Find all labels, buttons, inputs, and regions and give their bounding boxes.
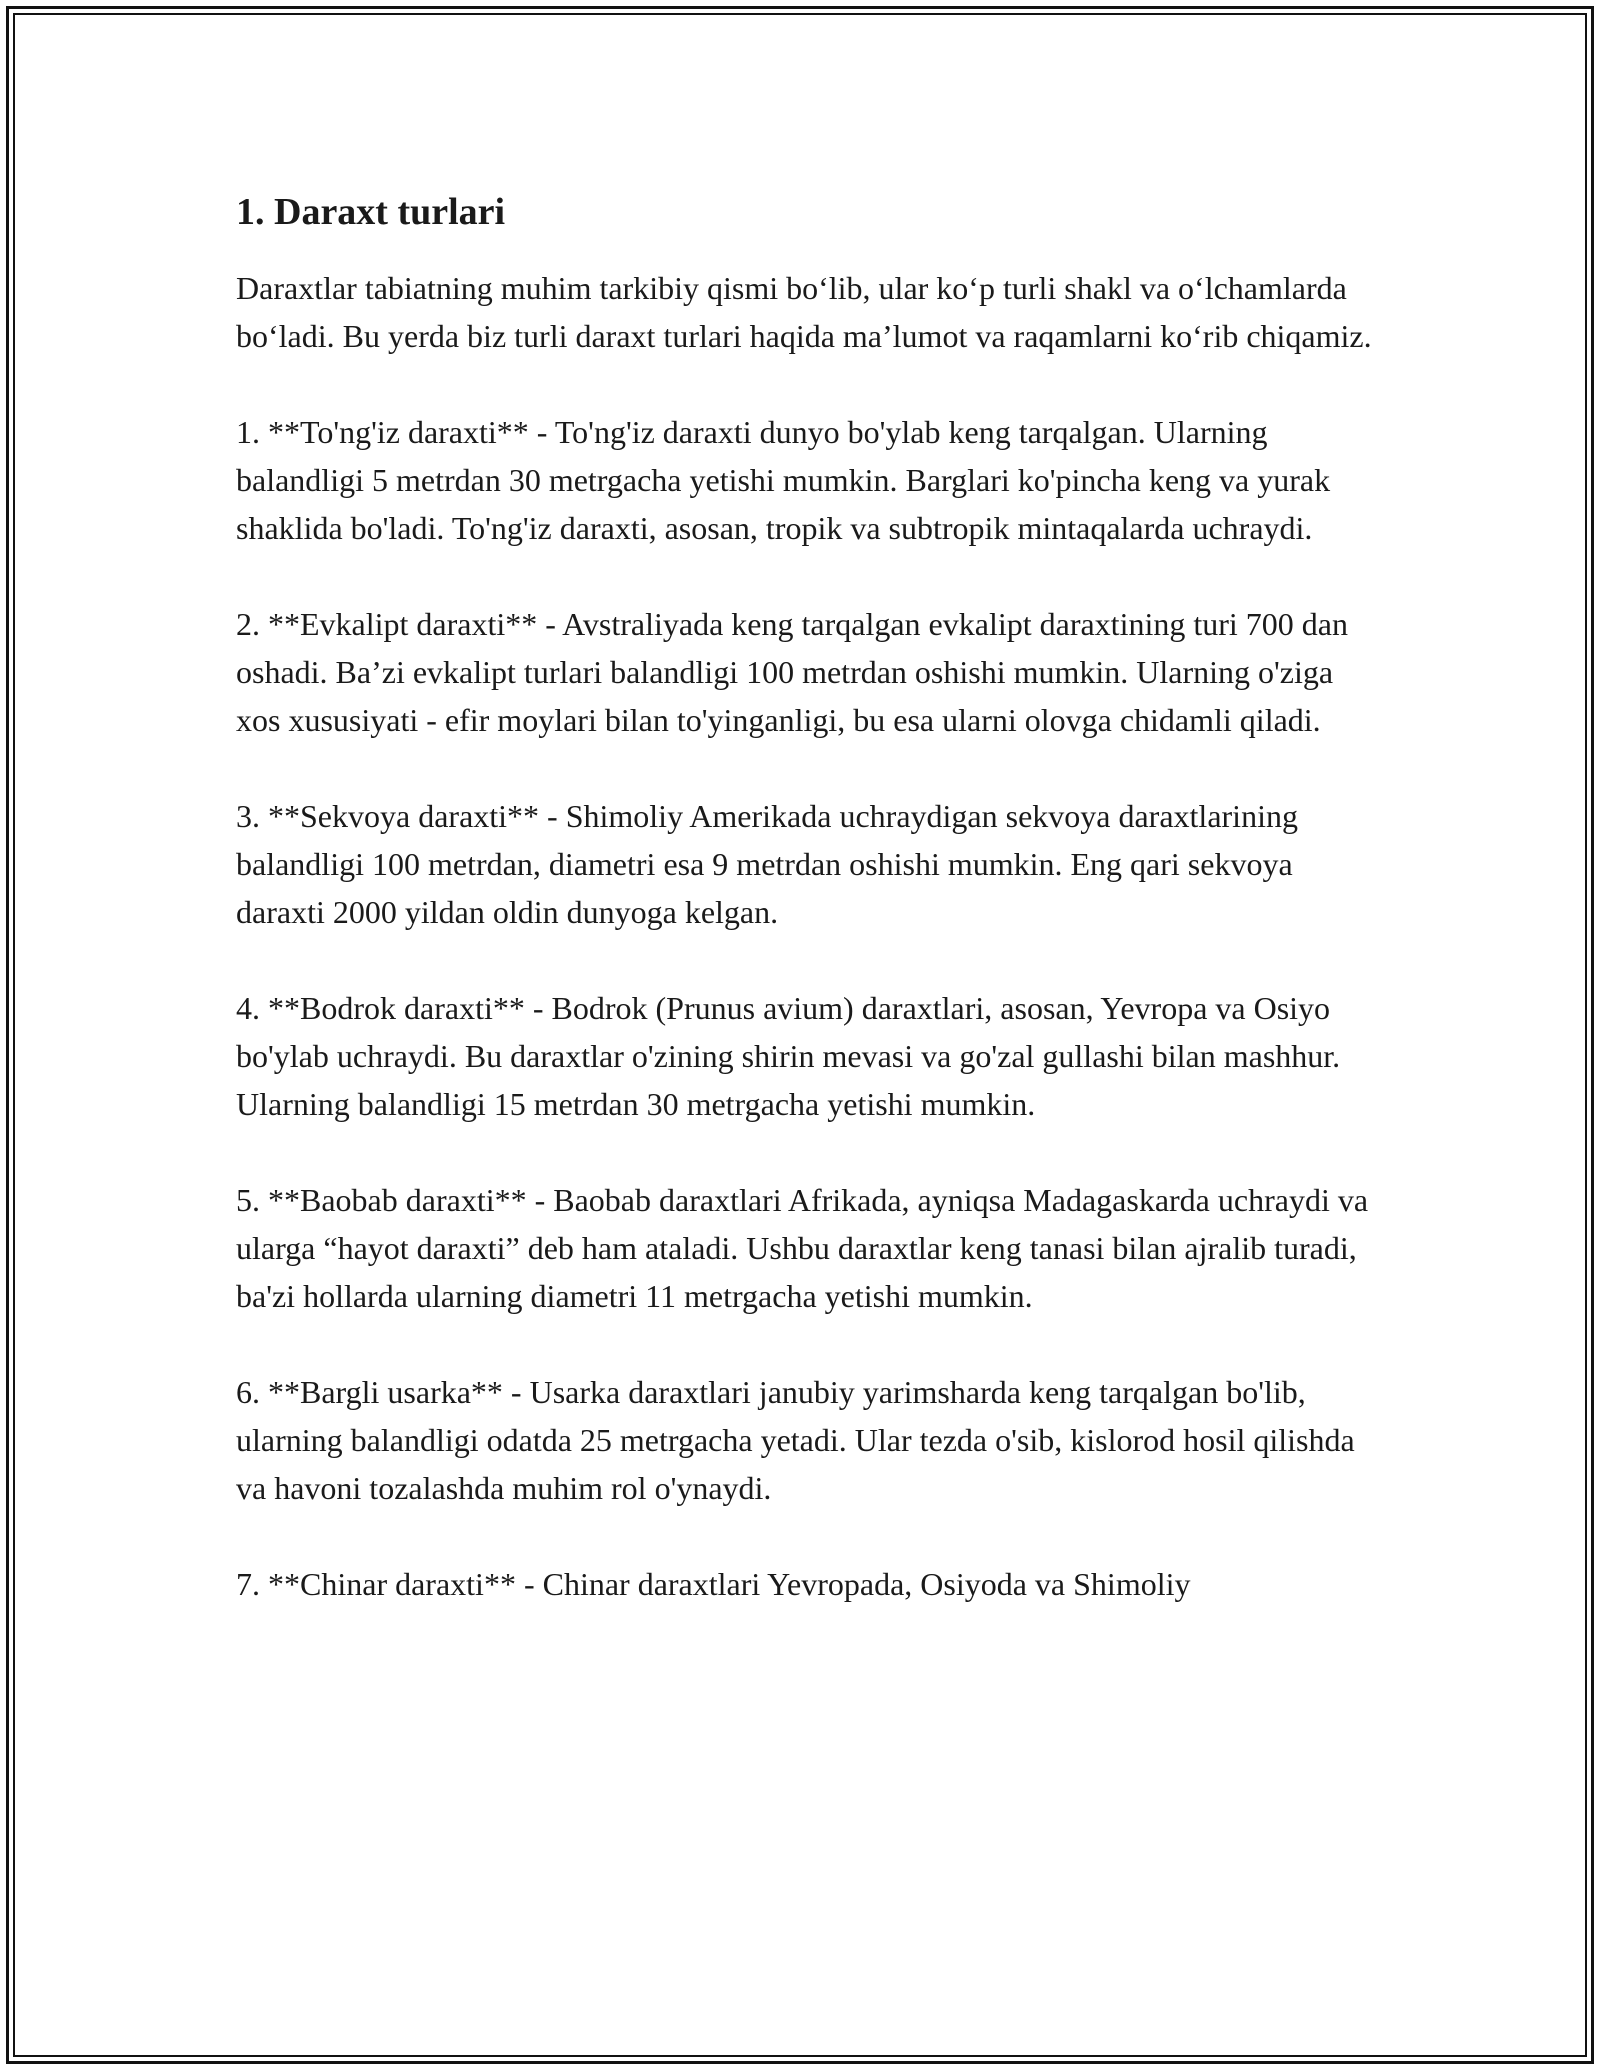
list-item-1: 1. **To'ng'iz daraxti** - To'ng'iz daraxti dunyo bo'ylab keng tarqalgan. Ularning balandligi 5 metrdan 30 metrgacha yetishi mumkin. Barglari ko'pincha keng va yurak shaklida bo'ladi. To'ng'iz daraxti, asosan, tropik va subtropik mintaqalarda uchraydi. [236,414,1331,546]
list-item-7: 7. **Chinar daraxti** - Chinar daraxtlari Yevropada, Osiyoda va Shimoliy [236,1566,1191,1602]
document-body [236,188,1376,1656]
list-item-6: 6. **Bargli usarka** - Usarka daraxtlari janubiy yarimsharda keng tarqalgan bo'lib, ularning balandligi odatda 25 metrgacha yetadi. Ular tezda o'sib, kislorod hosil qilishda va havoni tozalashda muhim rol o'ynaydi. [236,1374,1355,1506]
list-item-4: 4. **Bodrok daraxti** - Bodrok (Prunus avium) daraxtlari, asosan, Yevropa va Osiyo bo'ylab uchraydi. Bu daraxtlar o'zining shirin mevasi va go'zal gullashi bilan mashhur. Ularning balandligi 15 metrdan 30 metrgacha yetishi mumkin. [236,990,1341,1122]
list-item-2: 2. **Evkalipt daraxti** - Avstraliyada keng tarqalgan evkalipt daraxtining turi 700 dan oshadi. Ba’zi evkalipt turlari balandligi 100 metrdan oshishi mumkin. Ularning o'ziga xos xususiyati - efir moylari bilan to'yinganligi, bu esa ularni olovga chidamli qiladi. [236,606,1348,738]
intro-paragraph: Daraxtlar tabiatning muhim tarkibiy qismi bo‘lib, ular ko‘p turli shakl va o‘lchamlarda bo‘ladi. Bu yerda biz turli daraxt turlari haqida ma’lumot va raqamlarni ko‘rib chiqamiz. [236,270,1372,354]
list-item-5: 5. **Baobab daraxti** - Baobab daraxtlari Afrikada, ayniqsa Madagaskarda uchraydi va ularga “hayot daraxti” deb ham ataladi. Ushbu daraxtlar keng tanasi bilan ajralib turadi, ba'zi hollarda ularning diametri 11 metrgacha yetishi mumkin. [236,1182,1369,1314]
section-heading: 1. Daraxt turlari [236,191,506,233]
list-item-3: 3. **Sekvoya daraxti** - Shimoliy Amerikada uchraydigan sekvoya daraxtlarining balandligi 100 metrdan, diametri esa 9 metrdan oshishi mumkin. Eng qari sekvoya daraxti 2000 yildan oldin dunyoga kelgan. [236,798,1298,930]
